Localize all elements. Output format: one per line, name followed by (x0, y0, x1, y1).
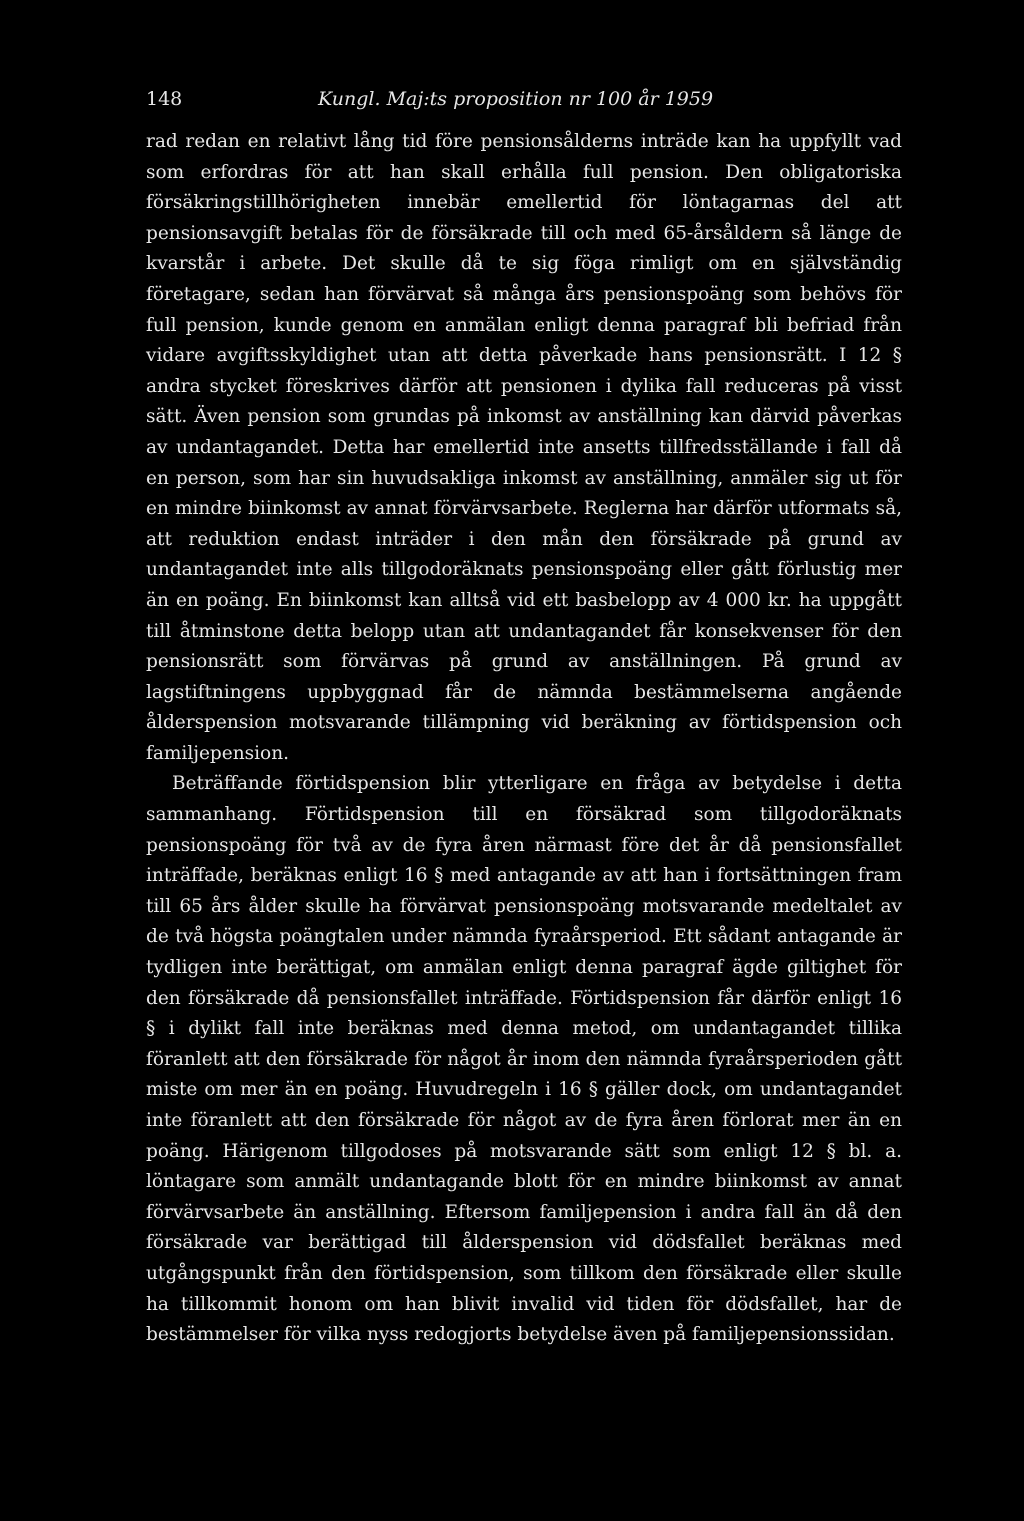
page-number: 148 (146, 88, 183, 110)
paragraph-2: Beträffande förtidspension blir ytterligare en fråga av betydelse i detta sammanhang. Förtidspension till en försäkrad som tillgodoräknats pensionspoäng för två av de fyra åren närmast före det år då pensionsfallet inträffade, beräknas enligt 16 § med antagande av att han i fortsättningen fram till 65 års ålder skulle ha förvärvat pensionspoäng motsvarande medeltalet av de två högsta poängtalen under nämnda fyraårsperiod. Ett sådant antagande är tydligen inte berättigat, om anmälan enligt denna paragraf ägde giltighet för den försäkrade då pensionsfallet inträffade. Förtidspension får därför enligt 16 § i dylikt fall inte beräknas med denna metod, om undantagandet tillika föranlett att den försäkrade för något år inom den nämnda fyraårsperioden gått miste om mer än en poäng. Huvudregeln i 16 § gäller dock, om undantagandet inte föranlett att den försäkrade för något av de fyra åren förlorat mer än en poäng. Härigenom tillgodoses på motsvarande sätt som enligt 12 § bl. a. löntagare som anmält undantagande blott för en mindre biinkomst av annat förvärvsarbete än anställning. Eftersom familjepension i andra fall än då den försäkrade var berättigad till ålderspension vid dödsfallet beräknas med utgångspunkt från den förtidspension, som tillkom den försäkrade eller skulle ha tillkommit honom om han blivit invalid vid tiden för dödsfallet, har de bestämmelser för vilka nyss redogjorts betydelse även på familjepensionssidan. (146, 773, 902, 1346)
paragraph-1: rad redan en relativt lång tid före pensionsålderns inträde kan ha uppfyllt vad som erfordras för att han skall erhålla full pension. Den obligatoriska försäkringstillhörigheten innebär emellertid för löntagarnas del att pensionsavgift betalas för de försäkrade till och med 65-årsåldern så länge de kvarstår i arbete. Det skulle då te sig föga rimligt om en självständig företagare, sedan han förvärvat så många års pensionspoäng som behövs för full pension, kunde genom en anmälan enligt denna paragraf bli befriad från vidare avgiftsskyldighet utan att detta påverkade hans pensionsrätt. I 12 § andra stycket föreskrives därför att pensionen i dylika fall reduceras på visst sätt. Även pension som grundas på inkomst av anställning kan därvid påverkas av undantagandet. Detta har emellertid inte ansetts tillfredsställande i fall då en person, som har sin huvudsakliga inkomst av anställning, anmäler sig ut för en mindre biinkomst av annat förvärvsarbete. Reglerna har därför utformats så, att reduktion endast inträder i den mån den försäkrade på grund av undantagandet inte alls tillgodoräknats pensionspoäng eller gått förlustig mer än en poäng. En biinkomst kan alltså vid ett basbelopp av 4 000 kr. ha uppgått till åtminstone detta belopp utan att undantagandet får konsekvenser för den pensionsrätt som förvärvas på grund av anställningen. På grund av lagstiftningens uppbyggnad får de nämnda bestämmelserna angående ålderspension motsvarande tillämpning vid beräkning av förtidspension och familjepension. (146, 131, 902, 764)
body-text (146, 127, 902, 1351)
running-title: Kungl. Maj:ts proposition nr 100 år 1959 (318, 88, 714, 110)
page-header (146, 88, 786, 114)
